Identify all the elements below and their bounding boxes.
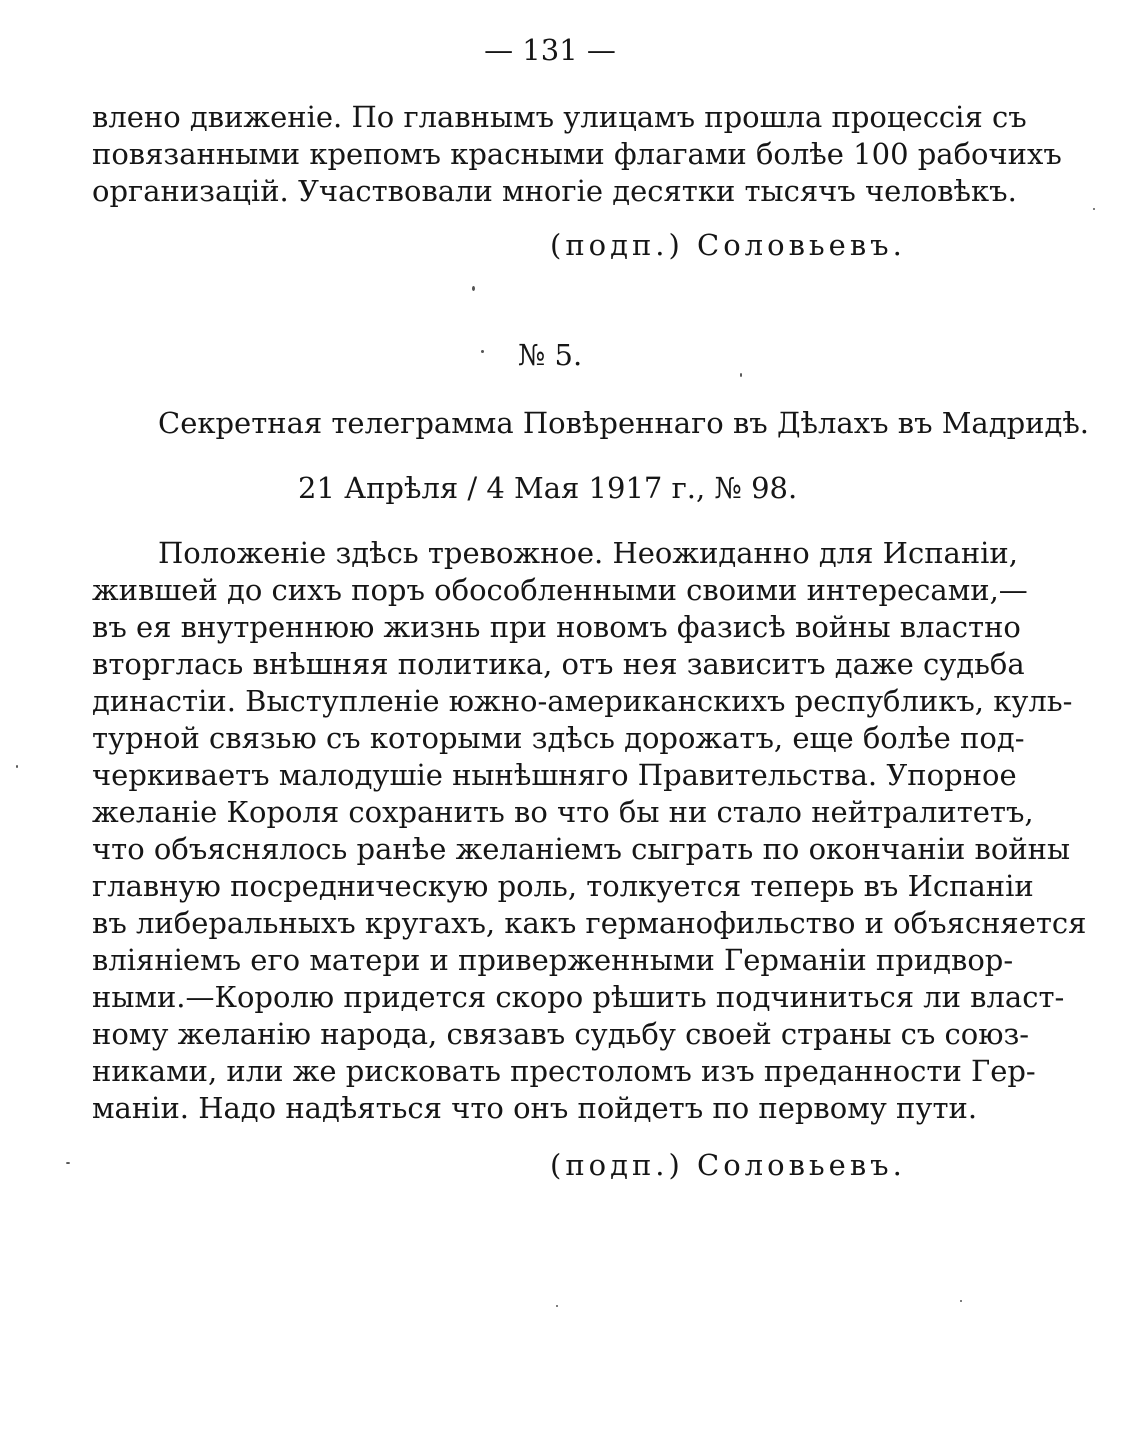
body-line: Положеніе здѣсь тревожное. Неожиданно для Испаніи, bbox=[158, 536, 1018, 570]
body-line: вліяніемъ его матери и приверженными Германіи придвор- bbox=[92, 943, 1014, 977]
intro-line: влено движеніе. По главнымъ улицамъ прошла процессія съ bbox=[92, 100, 1027, 134]
scan-speck bbox=[481, 350, 484, 353]
body-line: никами, или же рисковать престоломъ изъ преданности Гер- bbox=[92, 1054, 1036, 1088]
body-line: желаніе Короля сохранить во что бы ни стало нейтралитетъ, bbox=[92, 795, 1034, 829]
body-line: жившей до сихъ поръ обособленными своими интересами,— bbox=[92, 573, 1028, 607]
body-line: что объяснялось ранѣе желаніемъ сыграть по окончаніи войны bbox=[92, 832, 1071, 866]
body-line: ными.—Королю придется скоро рѣшить подчиниться ли власт- bbox=[92, 980, 1065, 1014]
scan-speck bbox=[1093, 208, 1095, 210]
body-line: маніи. Надо надѣяться что онъ пойдетъ по первому пути. bbox=[92, 1091, 978, 1125]
scan-speck bbox=[472, 286, 475, 291]
scan-speck bbox=[16, 765, 18, 768]
intro-line: организацій. Участвовали многіе десятки тысячъ человѣкъ. bbox=[92, 174, 1017, 208]
body-line: династіи. Выступленіе южно-американскихъ республикъ, куль- bbox=[92, 684, 1073, 718]
signature: (подп.) Соловьевъ. bbox=[550, 1148, 906, 1182]
signature: (подп.) Соловьевъ. bbox=[550, 228, 906, 262]
document-title: Секретная телеграмма Повѣреннаго въ Дѣлахъ въ Мадридѣ. bbox=[158, 406, 1090, 440]
body-line: ному желанію народа, связавъ судьбу своей страны съ союз- bbox=[92, 1017, 1030, 1051]
body-line: черкиваетъ малодушіе нынѣшняго Правительства. Упорное bbox=[92, 758, 1017, 792]
scan-speck bbox=[740, 373, 742, 377]
scan-speck bbox=[556, 1305, 558, 1307]
body-line: въ ея внутреннюю жизнь при новомъ фазисѣ войны властно bbox=[92, 610, 1021, 644]
intro-line: повязанными крепомъ красными флагами болѣе 100 рабочихъ bbox=[92, 137, 1062, 171]
body-line: вторглась внѣшняя политика, отъ нея зависитъ даже судьба bbox=[92, 647, 1025, 681]
body-line: турной связью съ которыми здѣсь дорожатъ, еще болѣе под- bbox=[92, 721, 1025, 755]
scan-speck bbox=[960, 1300, 962, 1302]
body-line: въ либеральныхъ кругахъ, какъ германофильство и объясняется bbox=[92, 906, 1087, 940]
body-line: главную посредническую роль, толкуется теперь въ Испаніи bbox=[92, 869, 1034, 903]
page-number: — 131 — bbox=[484, 33, 616, 67]
scan-speck bbox=[66, 1162, 70, 1164]
document-number: № 5. bbox=[517, 338, 583, 372]
document-date: 21 Апрѣля / 4 Мая 1917 г., № 98. bbox=[298, 471, 798, 505]
